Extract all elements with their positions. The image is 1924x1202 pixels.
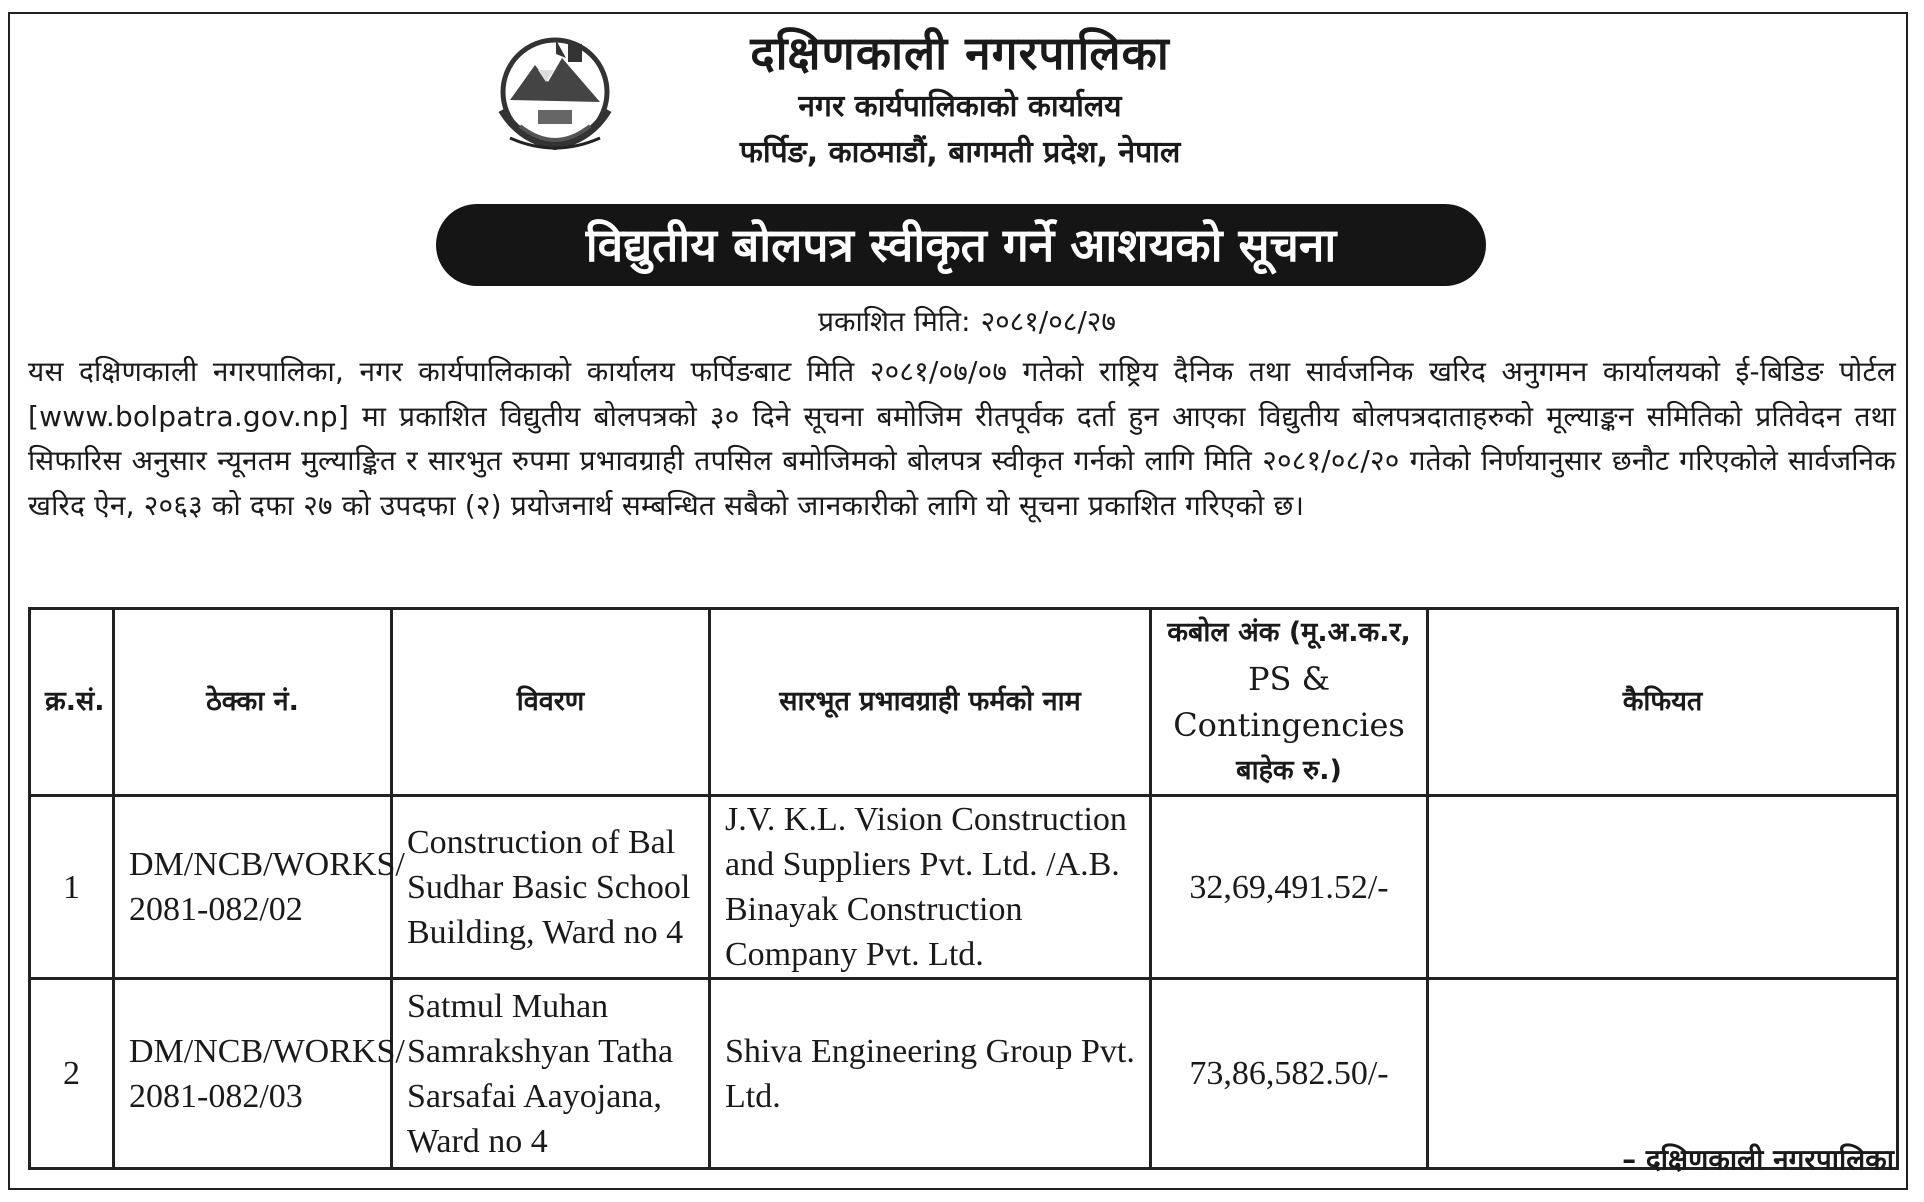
cell-contract-no: DM/NCB/WORKS/ 2081-082/02 <box>114 796 392 979</box>
cell-remarks <box>1428 796 1898 979</box>
header <box>640 22 1280 176</box>
notice-title-banner: विद्युतीय बोलपत्र स्वीकृत गर्ने आशयको सूचना <box>436 204 1486 286</box>
cell-contract-no: DM/NCB/WORKS/ 2081-082/03 <box>114 979 392 1169</box>
header-amount-line3: बाहेक रु.) <box>1236 755 1342 786</box>
header-amount-line1: कबोल अंक (मू.अ.क.र, <box>1167 617 1411 648</box>
published-date: २०८१/०८/२७ <box>980 305 1116 338</box>
header-firm: सारभूत प्रभावग्राही फर्मको नाम <box>710 609 1151 796</box>
org-name: दक्षिणकाली नगरपालिका <box>750 26 1170 80</box>
cell-sn: 2 <box>30 979 114 1169</box>
cell-description: Satmul Muhan Samrakshyan Tatha Sarsafai Aayojana, Ward no 4 <box>392 979 710 1169</box>
cell-amount: 73,86,582.50/- <box>1151 979 1428 1169</box>
cell-firm: J.V. K.L. Vision Construction and Suppliers Pvt. Ltd. /A.B. Binayak Construction Company Pvt. Ltd. <box>710 796 1151 979</box>
header-remarks: कैफियत <box>1428 609 1898 796</box>
header-contract-no: ठेक्का नं. <box>114 609 392 796</box>
cell-description: Construction of Bal Sudhar Basic School Building, Ward no 4 <box>392 796 710 979</box>
notice-paragraph: यस दक्षिणकाली नगरपालिका, नगर कार्यपालिकाको कार्यालय फर्पिङबाट मिति २०८१/०७/०७ गतेको राष्ट्रिय दैनिक तथा सार्वजनिक खरिद अनुगमन कार्यालयको ई-बिडिङ पोर्टल [www.bolpatra.gov.np] मा प्रकाशित विद्युतीय बोलपत्रको ३० दिने सूचना बमोजिम रीतपूर्वक दर्ता हुन आएका विद्युतीय बोलपत्रदाताहरुको मूल्याङ्कन समितिको प्रतिवेदन तथा सिफारिस अनुसार न्यूनतम मुल्याङ्कित र सारभुत रुपमा प्रभावग्राही तपसिल बमोजिमको बोलपत्र स्वीकृत गर्नको लागि मिति २०८१/०८/२० गतेको निर्णयानुसार छनौट गरिएकोले सार्वजनिक खरिद ऐन, २०६३ को दफा २७ को उपदफा (२) प्रयोजनार्थ सम्बन्धित सबैको जानकारीको लागि यो सूचना प्रकाशित गरिएको छ। <box>28 355 1896 522</box>
header-sn: क्र.सं. <box>30 609 114 796</box>
header-amount <box>1151 609 1428 796</box>
cell-sn: 1 <box>30 796 114 979</box>
table-row <box>30 796 1898 979</box>
published-label: प्रकाशित मिति: <box>818 305 971 338</box>
cell-firm: Shiva Engineering Group Pvt. Ltd. <box>710 979 1151 1169</box>
nepal-emblem-icon <box>480 30 630 160</box>
published-date-line <box>0 302 1924 342</box>
signature: – दक्षिणकाली नगरपालिका <box>1622 1143 1894 1176</box>
header-description: विवरण <box>392 609 710 796</box>
table-row <box>30 979 1898 1169</box>
header-amount-line2: PS & Contingencies <box>1173 660 1405 744</box>
office-name: नगर कार्यपालिकाको कार्यालय <box>798 89 1122 124</box>
table-header-row <box>30 609 1898 796</box>
award-table <box>28 607 1899 1170</box>
office-address: फर्पिङ, काठमाडौं, बागमती प्रदेश, नेपाल <box>739 135 1181 170</box>
cell-amount: 32,69,491.52/- <box>1151 796 1428 979</box>
